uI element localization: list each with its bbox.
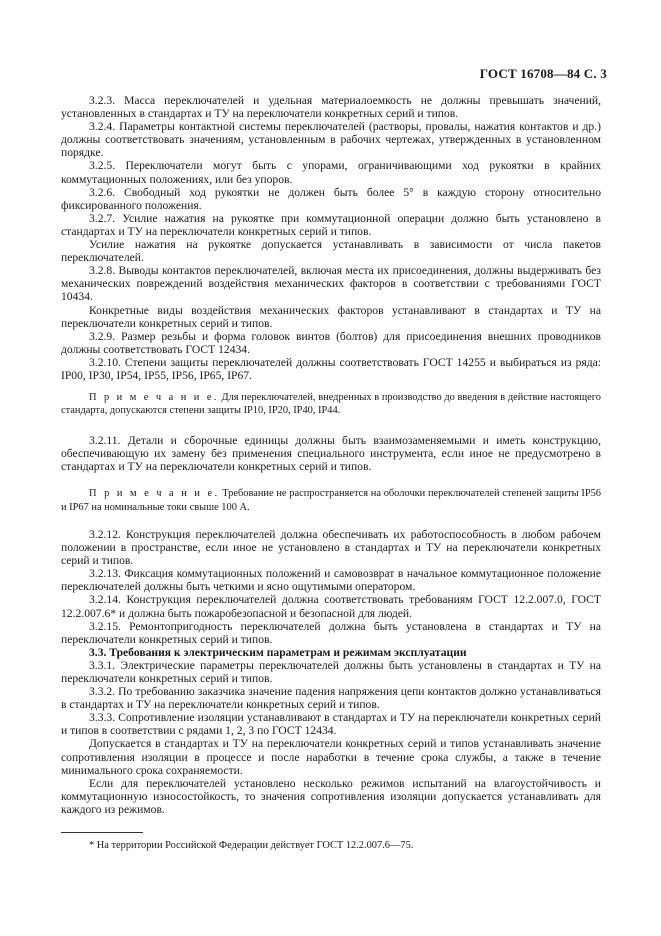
paragraph-3-2-9: 3.2.9. Размер резьбы и форма головок винтов (болтов) для присоединения внешних проводников должны соответствовать ГОСТ 12434.: [61, 329, 601, 356]
footnote-divider: [61, 832, 143, 833]
paragraph-3-3-3-modes: Если для переключателей установлено несколько режимов испытаний на влагоустойчивость и коммутационную износостойкость, то значения сопротивления изоляции допускается устанавливать для каждого из режимов.: [61, 776, 601, 816]
paragraph-3-2-10: 3.2.10. Степени защиты переключателей должны соответствовать ГОСТ 14255 и выбираться из ряда: IP00, IP30, IP54, IP55, IP56, IP65, IP67.: [61, 355, 601, 382]
section-heading-3-3: 3.3. Требования к электрическим параметрам и режимам эксплуатации: [89, 645, 467, 659]
paragraph-3-2-5: 3.2.5. Переключатели могут быть с упорами, ограничивающими ход рукоятки в крайних коммутационных положениях, или без упоров.: [61, 159, 601, 186]
paragraph-3-2-11: 3.2.11. Детали и сборочные единицы должны быть взаимозаменяемыми и иметь конструкцию, обеспечивающую их замену без применения специального инструмента, если иное не предусмотрено в стандартах и ТУ на переключатели конкретных серий и типов.: [61, 433, 601, 474]
note-2-label: П р и м е ч а н и е.: [89, 488, 220, 500]
paragraph-3-2-6-end: ° в каждую сторону относительно фиксированного положения.: [61, 185, 601, 212]
paragraph-3-2-6: [61, 186, 601, 212]
note-1: [61, 391, 601, 418]
paragraph-3-2-6-start: 3.2.6. Свободный ход рукоятки не должен быть более 5: [89, 185, 410, 199]
paragraph-3-2-14: 3.2.14. Конструкция переключателей должна соответствовать требованиям ГОСТ 12.2.007.0, ГОСТ 12.2.007.6* и должна быть пожаробезопасной и безопасной для людей.: [61, 593, 601, 620]
page-header: ГОСТ 16708—84 С. 3: [479, 66, 607, 81]
paragraph-3-2-3: 3.2.3. Масса переключателей и удельная материалоемкость не должны превышать значений, установленных в стандартах и ТУ на переключатели конкретных серий и типов.: [61, 94, 601, 121]
note-2-text: Требование не распространяется на оболочки переключателей степеней защиты IP56 и IP67 на номинальные токи свыше 100 А.: [61, 488, 601, 513]
note-1-text: Для переключателей, внедренных в производство до введения в действие настоящего стандарта, допускаются степени защиты IP10, IP20, IP40, IP44.: [61, 392, 601, 417]
note-1-label: П р и м е ч а н и е.: [89, 392, 219, 404]
paragraph-3-3-3: 3.3.3. Сопротивление изоляции устанавливают в стандартах и ТУ на переключатели конкретных серий и типов в соответствии с рядами 1, 2, 3 по ГОСТ 12434.: [61, 711, 601, 738]
paragraph-3-2-13: 3.2.13. Фиксация коммутационных положений и самовозврат в начальное коммутационное положение переключателей должны быть четкими и ясно ощутимыми оператором.: [61, 567, 601, 594]
paragraph-3-3-3-cont: Допускается в стандартах и ТУ на переключатели конкретных серий и типов устанавливать значение сопротивления изоляции в процессе и после наработки в течение срока службы, а также в течение минимального срока сохраняемости.: [61, 737, 601, 777]
paragraph-3-2-7-cont: Усилие нажатия на рукоятке допускается устанавливать в зависимости от числа пакетов переключателей.: [61, 238, 601, 265]
paragraph-3-2-8: 3.2.8. Выводы контактов переключателей, включая места их присоединения, должны выдерживать без механических повреждений воздействия механических факторов в соответствии с требованиями ГОСТ 10434.: [61, 264, 601, 304]
paragraph-3-2-8-cont: Конкретные виды воздействия механических факторов устанавливают в стандартах и ТУ на переключатели конкретных серий и типов.: [61, 303, 601, 330]
paragraph-3-2-15: 3.2.15. Ремонтопригодность переключателей должна быть установлена в стандартах и ТУ на переключатели конкретных серий и типов.: [61, 619, 601, 646]
footnote: * На территории Российской Федерации действует ГОСТ 12.2.007.6—75.: [89, 840, 414, 852]
paragraph-3-2-7: 3.2.7. Усилие нажатия на рукоятке при коммутационной операции должно быть установлено в стандартах и ТУ на переключатели конкретных серий и типов.: [61, 211, 601, 238]
document-body: [61, 94, 601, 852]
note-2: [61, 487, 601, 514]
paragraph-3-3-2: 3.3.2. По требованию заказчика значение падения напряжения цепи контактов должно устанавливаться в стандартах и ТУ на переключатели конкретных серий и типов.: [61, 685, 601, 712]
paragraph-3-3-1: 3.3.1. Электрические параметры переключателей должны быть установлены в стандартах и ТУ на переключатели конкретных серий и типов.: [61, 658, 601, 685]
paragraph-3-2-4: 3.2.4. Параметры контактной системы переключателей (растворы, провалы, нажатия контактов и др.) должны соответствовать значениям, установленным в рабочих чертежах, утвержденных в установленном порядке.: [61, 120, 601, 160]
paragraph-3-2-12: 3.2.12. Конструкция переключателей должна обеспечивать их работоспособность в любом рабочем положении в пространстве, если иное не установлено в стандартах и ТУ на переключатели конкретных серий и типов.: [61, 527, 601, 568]
